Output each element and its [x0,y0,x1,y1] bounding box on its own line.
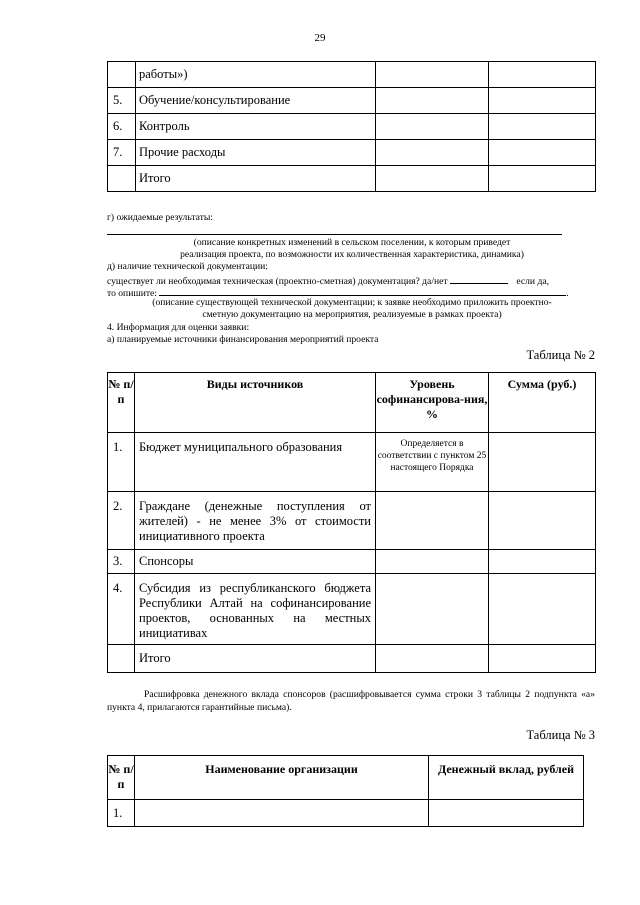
row-cell [376,88,489,114]
table2-caption: Таблица № 2 [526,348,595,362]
row-label: Итого [135,645,376,673]
row-num: 7. [108,140,136,166]
row-amount [429,800,584,827]
header-source: Виды источников [135,373,376,433]
row-num [108,645,135,673]
sponsors-table [107,755,584,827]
table-header-row [108,373,596,433]
row-cell [376,114,489,140]
row-sum [489,492,596,550]
row-label: Прочие расходы [136,140,376,166]
expected-results-note-1: (описание конкретных изменений в сельском поселении, к которым приведет [193,237,511,248]
section-4-heading: 4. Информация для оценки заявки: [107,322,250,333]
row-num [108,166,136,192]
tech-docs-note-1: (описание существующей технической документации; к заявке необходимо приложить проектно- [152,297,552,308]
row-cell [489,62,596,88]
row-num: 1. [108,800,135,827]
row-num: 2. [108,492,135,550]
tech-docs-question-text: существует ли необходимая техническая (проектно-сметная) документация? да/нет [107,276,448,287]
financing-sources-table [107,372,596,673]
row-sum [489,433,596,492]
row-cell [489,88,596,114]
row-cell [489,140,596,166]
table-row [108,492,596,550]
table-row [108,645,596,673]
table-row [108,166,596,192]
row-num: 4. [108,574,135,645]
row-label: Итого [136,166,376,192]
row-cell [489,114,596,140]
table-row [108,433,596,492]
describe-blank [159,285,566,296]
row-org [135,800,429,827]
row-num: 1. [108,433,135,492]
row-sum [489,574,596,645]
expected-results-heading: г) ожидаемые результаты: [107,212,213,223]
header-amount: Денежный вклад, рублей [429,756,584,800]
row-num: 3. [108,550,135,574]
row-level: Определяется в соответствии с пунктом 25 настоящего Порядка [376,433,489,492]
table-row [108,114,596,140]
row-cell [376,140,489,166]
row-level [376,550,489,574]
row-num: 5. [108,88,136,114]
table-row [108,800,584,827]
row-cell [376,62,489,88]
tech-docs-describe: то опишите: . [107,285,569,300]
row-level [376,574,489,645]
row-sum [489,645,596,673]
tech-docs-heading: д) наличие технической документации: [107,261,268,272]
row-num: 6. [108,114,136,140]
table-header-row [108,756,584,800]
section-4-sub-a: а) планируемые источники финансирования мероприятий проекта [107,334,379,345]
expenses-table [107,61,596,192]
expected-results-line [107,234,562,235]
answer-blank [450,273,508,284]
tech-docs-question-tail: если да, [516,276,550,287]
header-num: № п/п [108,756,135,800]
table-row [108,550,596,574]
expected-results-note-2: реализация проекта, по возможности их количественная характеристика, динамика) [180,249,524,260]
row-cell [376,166,489,192]
header-org: Наименование организации [135,756,429,800]
row-label: работы») [136,62,376,88]
table-row [108,88,596,114]
header-sum: Сумма (руб.) [489,373,596,433]
header-level: Уровень софинансирова-ния, % [376,373,489,433]
row-cell [489,166,596,192]
row-level [376,492,489,550]
table-row [108,574,596,645]
row-label: Граждане (денежные поступления от жителей) - не менее 3% от стоимости инициативного проекта [135,492,376,550]
tech-docs-describe-label: то опишите: [107,288,157,299]
row-label: Обучение/консультирование [136,88,376,114]
row-label: Бюджет муниципального образования [135,433,376,492]
row-label: Спонсоры [135,550,376,574]
page-number: 29 [314,32,326,44]
tech-docs-note-2: сметную документацию на мероприятия, реализуемые в рамках проекта) [202,309,502,320]
table3-caption: Таблица № 3 [526,728,595,742]
header-num: № п/п [108,373,135,433]
table-row [108,140,596,166]
sponsor-note: Расшифровка денежного вклада спонсоров (расшифровывается сумма строки 3 таблицы 2 подпункта «а» пункта 4, прилагаются гарантийные письма). [107,689,595,713]
table-row [108,62,596,88]
row-label: Субсидия из республиканского бюджета Республики Алтай на софинансирование проектов, основанных на местных инициативах [135,574,376,645]
row-level [376,645,489,673]
row-sum [489,550,596,574]
row-label: Контроль [136,114,376,140]
row-num [108,62,136,88]
